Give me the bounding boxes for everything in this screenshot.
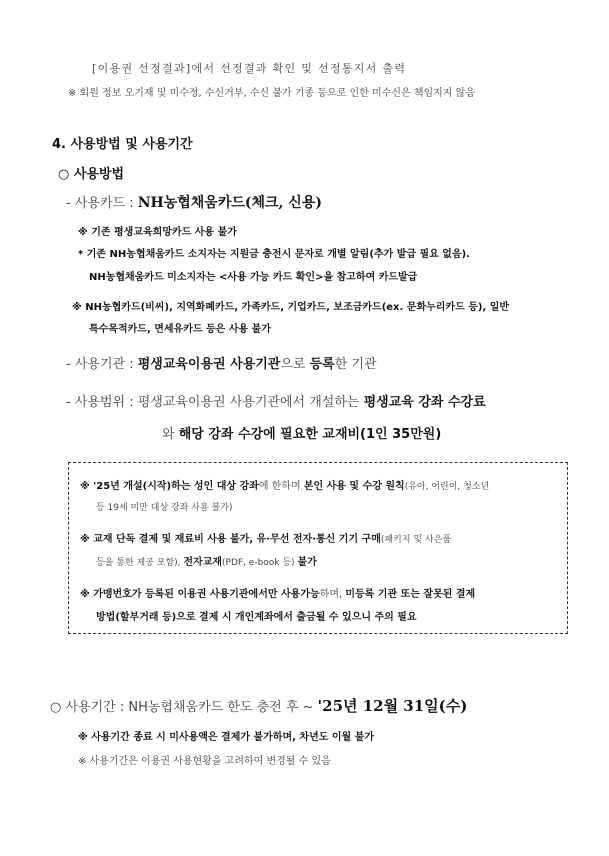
inst-end: 한 기관 <box>334 357 377 372</box>
period-note-1: ※ 사용기간 종료 시 미사용액은 결제가 불가하며, 차년도 이월 불가 <box>78 732 375 743</box>
institution-line <box>66 353 377 372</box>
period-note-2: ※ 사용기간은 이용권 사용현황을 고려하여 변경될 수 있음 <box>78 756 331 767</box>
period-title-bold: '25년 12월 31일(수) <box>317 697 468 715</box>
notice-item-3 <box>80 585 475 600</box>
notice-item-2-line2 <box>96 553 317 568</box>
notice-item-1-line2: 등 19세 미만 대상 강좌 사용 불가) <box>96 503 233 513</box>
method-title: ○ 사용방법 <box>58 167 125 182</box>
scope-line-1 <box>66 391 486 410</box>
note-holder-1: * 기존 NH농협채움카드 소지자는 지원금 충전시 문자로 개별 알림(추가 발급 필요 없음). <box>78 249 470 260</box>
note-no-old-card: ※ 기존 평생교육희망카드 사용 불가 <box>78 227 237 238</box>
inst-label: - 사용기관 : <box>66 357 138 372</box>
item2-a: ※ 교재 단독 결제 및 재료비 사용 불가, 유·무선 전자·통신 기기 구매 <box>80 534 381 545</box>
item3-b: 하며, <box>319 589 346 600</box>
item1-a: ※ '25년 개설(시작)하는 성인 대상 강좌 <box>80 481 259 492</box>
notice-item-3-line2: 방법(할부거래 등)으로 결제 시 개인계좌에서 출금될 수 있으니 주의 필요 <box>96 612 417 623</box>
item2-line2-b: 전자교재 <box>183 557 223 568</box>
item2-line2-c: (PDF, e-book 등) <box>222 558 298 568</box>
top-line-print: [이용권 선정결과]에서 선정결과 확인 및 선정통지서 출력 <box>92 62 407 75</box>
item3-a: ※ 가맹번호가 등록된 이용권 사용기관에서만 사용가능 <box>80 589 320 600</box>
item1-d: (유아, 어린이, 청소년 <box>404 482 490 492</box>
item1-b: 에 한하며 <box>258 481 304 492</box>
note-holder-2: NH농협채움카드 미소지자는 <사용 가능 카드 확인>을 참고하여 카드발급 <box>89 272 418 283</box>
card-value: NH농협채움카드(체크, 신용) <box>137 195 322 211</box>
scope-line2-pre: 와 <box>162 427 179 442</box>
note-other-2: 특수목적카드, 면세유카드 등은 사용 불가 <box>89 324 271 335</box>
notice-item-1 <box>80 477 489 492</box>
period-title-pre: ○ 사용기간 : NH농협채움카드 한도 충전 후 ~ <box>50 700 318 715</box>
card-label: - 사용카드 : <box>66 196 138 211</box>
period-title <box>50 695 467 716</box>
scope-line2-bold: 해당 강좌 수강에 필요한 교재비(1인 35만원) <box>178 427 442 442</box>
scope-line-2 <box>162 423 441 442</box>
inst-mid: 으로 <box>280 357 310 372</box>
card-line <box>66 192 322 212</box>
item1-c: 본인 사용 및 수강 원칙 <box>303 481 405 492</box>
item3-c: 미등록 기관 또는 잘못된 결제 <box>345 589 476 600</box>
item2-line2-d: 불가 <box>297 557 317 568</box>
scope-label: - 사용범위 : 평생교육이용권 사용기관에서 개설하는 <box>66 395 364 410</box>
note-other-1: ※ NH농협카드(비씨), 지역화폐카드, 가족카드, 기업카드, 보조금카드(ex. 문화누리카드 등), 일반 <box>72 302 510 313</box>
scope-bold: 평생교육 강좌 수강료 <box>363 395 486 410</box>
notice-item-2 <box>80 530 451 545</box>
inst-bold2: 등록 <box>309 357 335 372</box>
item2-line2-a: 등을 통한 제공 포함), <box>96 558 184 568</box>
top-line-notice: ※ 회원 정보 오기재 및 미수정, 수신거부, 수신 불가 기종 등으로 인한 미수신은 책임지지 않음 <box>68 88 475 99</box>
section-heading: 4. 사용방법 및 사용기간 <box>52 137 193 152</box>
inst-bold: 평생교육이용권 사용기관 <box>137 357 281 372</box>
item2-b: (패키지 및 사은품 <box>380 535 452 545</box>
